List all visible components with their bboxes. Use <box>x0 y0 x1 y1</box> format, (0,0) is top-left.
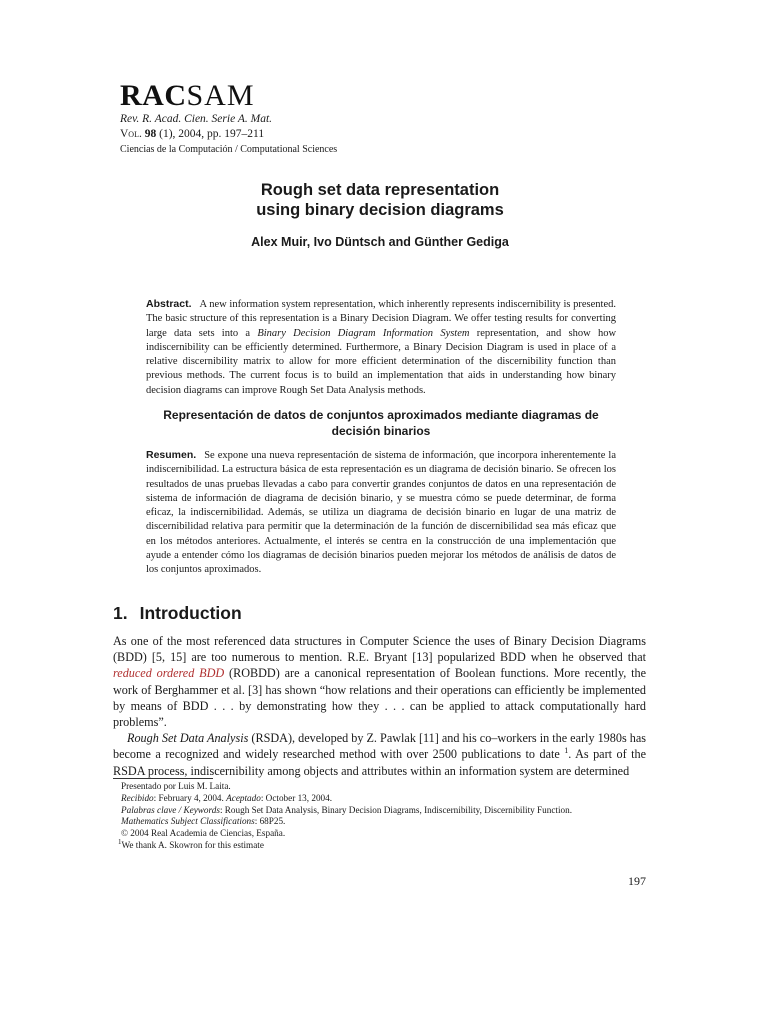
footnote-dates: Recibido: February 4, 2004. Aceptado: October 13, 2004. <box>121 792 333 803</box>
spanish-title: Representación de datos de conjuntos aproximados mediante diagramas de decisión binarios <box>163 408 599 438</box>
journal-logo: RACSAM <box>120 79 255 112</box>
paper-authors: Alex Muir, Ivo Düntsch and Günther Gediga <box>251 235 509 249</box>
footnote-1: $^1$We thank A. Skowron for this estimate <box>118 837 264 850</box>
resumen: Resumen. Se expone una nueva representación de sistema de información, que incorpora inherentemente la indiscernibilidad. La estructura básica de esta representación es un diagrama de decisión binario. Se ofrecen los resultados de unas pruebas llevadas a cabo para convertir grandes conjuntos de datos en una representación de sistema de información de diagrama de decisión binario, y se muestra cómo se puede determinar, de forma eficaz, la indiscernibilidad. Además, se utiliza un diagrama de decisión binario en lugar de una matriz de discernibilidad relativa para permitir que la determinación de la función de discernibilidad sea más eficaz que en los métodos anteriores. Actualmente, el interés se centra en la construcción de una implementación que ayude a entender cómo los diagramas de decisión binarios pueden mejorar los métodos de análisis de datos de los conjuntos aproximados. <box>146 449 616 576</box>
resumen-label: Resumen. <box>146 449 197 461</box>
journal-section: Ciencias de la Computación / Computational Sciences <box>120 144 338 155</box>
paper-title-line-2: using binary decision diagrams <box>256 201 504 219</box>
intro-paragraph-1: As one of the most referenced data structures in Computer Science the uses of Binary Decision Diagrams (BDD) [5, 15] are too numerous to mention. R.E. Bryant [13] popularized BDD when he observed that reduced ordered BDD (ROBDD) are a canonical representation of Boolean functions. More recently, the work of Berghammer et al. [3] has shown “how relations and their operations can efficiently be implemented by means of BDD . . . by demonstrating how they . . . can be applied to attack computationally hard problems”. <box>113 634 647 730</box>
footnotes <box>118 781 646 852</box>
introduction-body <box>113 633 646 779</box>
journal-name: Rev. R. Acad. Cien. Serie A. Mat. <box>120 113 273 125</box>
footnote-msc: Mathematics Subject Classifications: 68P25. <box>121 816 286 827</box>
page-number: 197 <box>628 874 646 888</box>
footnote-presented: Presentado por Luis M. Laita. <box>121 781 231 791</box>
footnote-rule <box>113 778 213 779</box>
journal-volume: Vol. 98 (1), 2004, pp. 197–211 <box>120 128 265 140</box>
section-heading-introduction: 1. Introduction <box>113 603 242 623</box>
abstract-label: Abstract. <box>146 298 192 310</box>
intro-paragraph-2: Rough Set Data Analysis (RSDA), developed by Z. Pawlak [11] and his co–workers in the early 1980s has become a recognized and widely researched method with over 2500 publications to date $^1$. As part of the RSDA process, indiscernibility among objects and attributes within an information system are determined <box>113 731 647 778</box>
footnote-keywords: Palabras clave / Keywords: Rough Set Data Analysis, Binary Decision Diagrams, Indiscernibility, Discernibility Function. <box>121 804 572 815</box>
paper-title-block <box>120 180 640 249</box>
footnote-ref-1[interactable]: 1 <box>564 746 569 756</box>
journal-header <box>120 80 640 156</box>
abstract: Abstract. A new information system representation, which inherently represents indiscernibility is presented. The basic structure of this representation is a Binary Decision Diagram. We offer testing results for converting large data sets into a Binary Decision Diagram Information System representation, and show how indiscernibility can be efficiently determined. Furthermore, a Binary Decision Diagram is used in place of a relative discernibility matrix to allow for more efficient determination of the discernibility function than previous methods. The current focus is to build an implementation that aids in understanding how binary decision diagrams can improve Rough Set Data Analysis methods. <box>146 298 617 396</box>
robdd-link[interactable]: reduced ordered BDD <box>113 666 225 681</box>
paper-title-line-1: Rough set data representation <box>260 181 500 199</box>
footnote-copyright: © 2004 Real Academia de Ciencias, España. <box>121 828 286 839</box>
